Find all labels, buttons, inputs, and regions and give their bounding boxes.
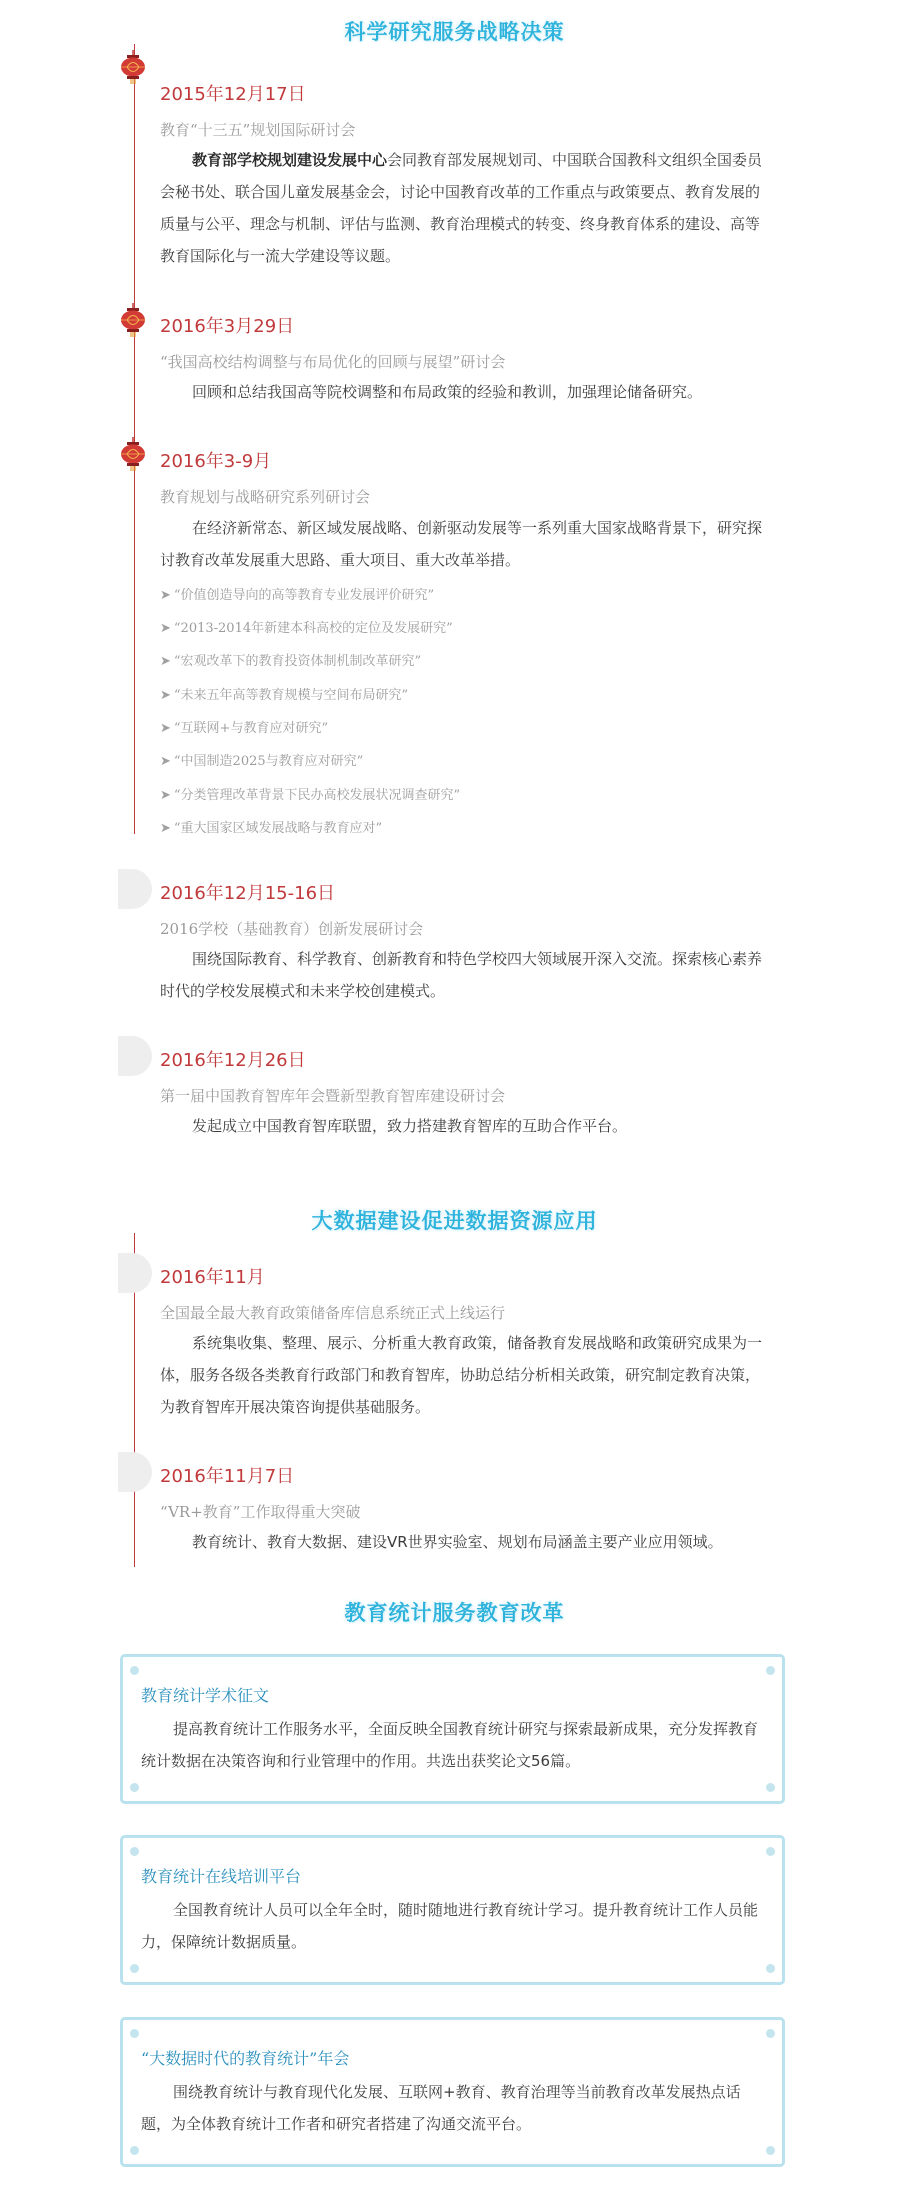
research-topic-item: ➤ “分类管理改革背景下民办高校发展状况调查研究” — [160, 788, 461, 803]
arrow-bullet-icon: ➤ — [160, 754, 171, 769]
event-subtitle: 2016学校（基础教育）创新发展研讨会 — [160, 920, 424, 938]
corner-dot-icon — [766, 1783, 775, 1792]
card-body: 提高教育统计工作服务水平，全面反映全国教育统计研究与探索最新成果，充分发挥教育统计数据在决策咨询和行业管理中的作用。共选出获奖论文56篇。 — [141, 1720, 759, 1770]
lantern-icon — [116, 303, 150, 337]
card-title: 教育统计学术征文 — [141, 1686, 270, 1705]
research-topic-item: ➤ “2013-2014年新建本科高校的定位及发展研究” — [160, 621, 453, 636]
research-topic-item: ➤ “价值创造导向的高等教育专业发展评价研究” — [160, 588, 435, 603]
research-topic-item: ➤ “中国制造2025与教育应对研究” — [160, 754, 364, 769]
event-description: 围绕国际教育、科学教育、创新教育和特色学校四大领域展开深入交流。探索核心素养时代的学校发展模式和未来学校创建模式。 — [160, 950, 763, 1000]
event-description: 系统集收集、整理、展示、分析重大教育政策，储备教育发展战略和政策研究成果为一体，服务各级各类教育行政部门和教育智库，协助总结分析相关政策，研究制定教育决策，为教育智库开展决策咨询提供基础服务。 — [160, 1334, 763, 1416]
event-date: 2016年12月15-16日 — [160, 883, 336, 904]
info-card — [120, 1654, 785, 1804]
corner-dot-icon — [130, 1666, 139, 1675]
section-title-research: 科学研究服务战略决策 — [344, 20, 565, 44]
corner-dot-icon — [130, 1847, 139, 1856]
arrow-bullet-icon: ➤ — [160, 788, 171, 803]
corner-dot-icon — [766, 2029, 775, 2038]
event-description: 教育部学校规划建设发展中心会同教育部发展规划司、中国联合国教科文组织全国委员会秘书处、联合国儿童发展基金会，讨论中国教育改革的工作重点与政策要点、教育发展的质量与公平、理念与机制、评估与监测、教育治理模式的转变、终身教育体系的建设、高等教育国际化与一流大学建设等议题。 — [160, 151, 763, 265]
corner-dot-icon — [130, 1964, 139, 1973]
research-topic-item: ➤ “宏观改革下的教育投资体制机制改革研究” — [160, 654, 422, 669]
research-topic-item: ➤ “互联网+与教育应对研究” — [160, 721, 329, 736]
corner-dot-icon — [130, 2029, 139, 2038]
research-topic-item: ➤ “重大国家区域发展战略与教育应对” — [160, 821, 383, 836]
organization-name: 教育部学校规划建设发展中心 — [192, 151, 388, 169]
corner-dot-icon — [766, 1666, 775, 1675]
event-date: 2016年12月26日 — [160, 1050, 306, 1071]
timeline-node — [118, 1253, 152, 1293]
card-title: 教育统计在线培训平台 — [141, 1867, 302, 1886]
timeline-node — [118, 1036, 152, 1076]
arrow-bullet-icon: ➤ — [160, 721, 171, 736]
event-date: 2016年11月7日 — [160, 1466, 295, 1487]
corner-dot-icon — [130, 1783, 139, 1792]
research-topic-item: ➤ “未来五年高等教育规模与空间布局研究” — [160, 688, 409, 703]
event-subtitle: 第一届中国教育智库年会暨新型教育智库建设研讨会 — [160, 1087, 506, 1105]
card-body: 全国教育统计人员可以全年全时，随时随地进行教育统计学习。提升教育统计工作人员能力，保障统计数据质量。 — [141, 1901, 759, 1951]
event-date: 2016年3月29日 — [160, 316, 295, 337]
lantern-icon — [116, 437, 150, 471]
event-subtitle: “VR+教育”工作取得重大突破 — [160, 1503, 361, 1521]
lantern-icon — [116, 50, 150, 84]
card-title: “大数据时代的教育统计”年会 — [141, 2049, 350, 2068]
corner-dot-icon — [766, 2146, 775, 2155]
corner-dot-icon — [766, 1847, 775, 1856]
event-description: 发起成立中国教育智库联盟，致力搭建教育智库的互助合作平台。 — [192, 1117, 628, 1135]
event-date: 2016年11月 — [160, 1267, 265, 1288]
arrow-bullet-icon: ➤ — [160, 654, 171, 669]
event-subtitle: 全国最全最大教育政策储备库信息系统正式上线运行 — [160, 1304, 506, 1322]
event-subtitle: 教育规划与战略研究系列研讨会 — [160, 488, 371, 506]
info-card — [120, 1835, 785, 1985]
event-subtitle: 教育“十三五”规划国际研讨会 — [160, 121, 356, 139]
arrow-bullet-icon: ➤ — [160, 621, 171, 636]
event-date: 2015年12月17日 — [160, 84, 306, 105]
event-date: 2016年3-9月 — [160, 451, 272, 472]
card-body: 围绕教育统计与教育现代化发展、互联网+教育、教育治理等当前教育改革发展热点话题，为全体教育统计工作者和研究者搭建了沟通交流平台。 — [141, 2083, 741, 2133]
section-title-statistics: 教育统计服务教育改革 — [344, 1601, 565, 1625]
info-card — [120, 2017, 785, 2167]
corner-dot-icon — [130, 2146, 139, 2155]
arrow-bullet-icon: ➤ — [160, 688, 171, 703]
event-description: 教育统计、教育大数据、建设VR世界实验室、规划布局涵盖主要产业应用领域。 — [192, 1533, 723, 1551]
section-title-big-data: 大数据建设促进数据资源应用 — [311, 1209, 598, 1233]
timeline-node — [118, 1452, 152, 1492]
event-subtitle: “我国高校结构调整与布局优化的回顾与展望”研讨会 — [160, 353, 506, 371]
event-description: 回顾和总结我国高等院校调整和布局政策的经验和教训，加强理论储备研究。 — [192, 383, 703, 401]
arrow-bullet-icon: ➤ — [160, 588, 171, 603]
arrow-bullet-icon: ➤ — [160, 821, 171, 836]
timeline-node — [118, 869, 152, 909]
event-description: 在经济新常态、新区域发展战略、创新驱动发展等一系列重大国家战略背景下，研究探讨教育改革发展重大思路、重大项目、重大改革举措。 — [160, 519, 763, 569]
corner-dot-icon — [766, 1964, 775, 1973]
